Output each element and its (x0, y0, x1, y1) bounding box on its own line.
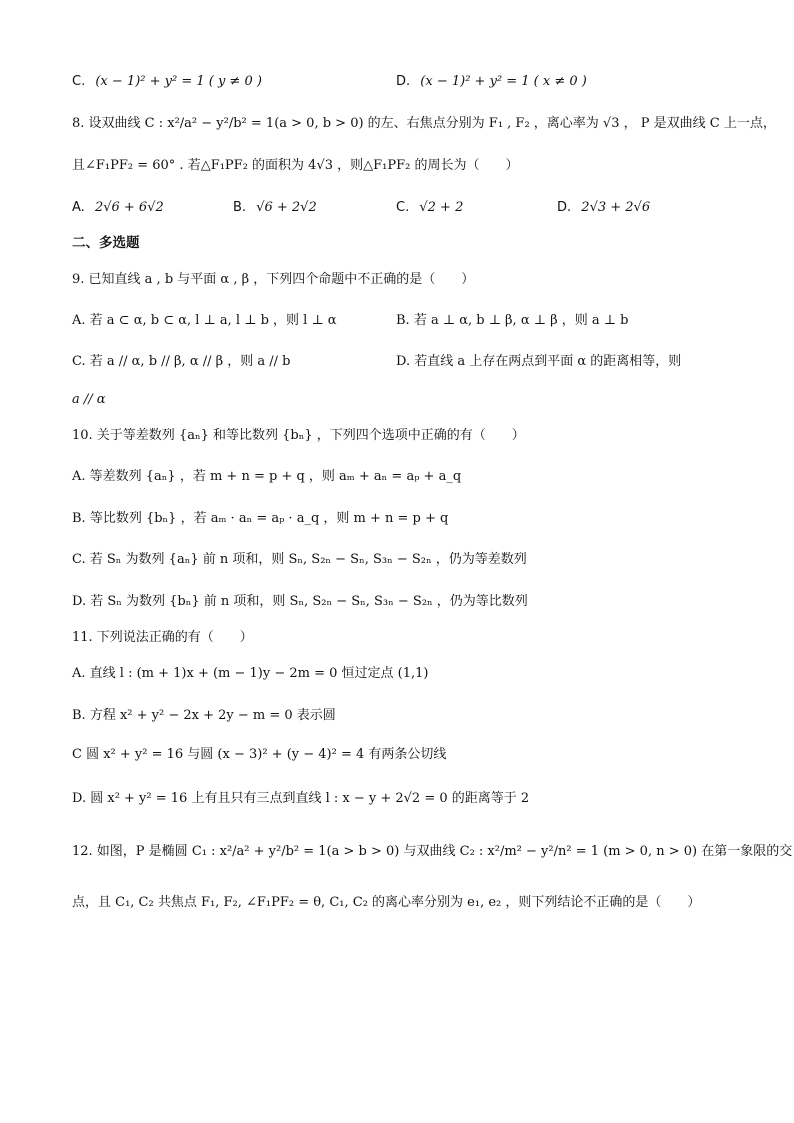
q8-option-b-text: √6 + 2√2 (256, 200, 317, 215)
q7-option-d-text: (x − 1)² + y² = 1 ( x ≠ 0 ) (420, 74, 587, 89)
q8-option-d (557, 198, 650, 218)
q7-option-c-text: (x − 1)² + y² = 1 ( y ≠ 0 ) (95, 74, 262, 89)
q10-option-b: B. 等比数列 {bₙ} ，若 aₘ · aₙ = aₚ · a_q ，则 m + n = p + q (72, 511, 449, 526)
q8-option-a-label: A. (72, 200, 85, 215)
q10-option-a: A. 等差数列 {aₙ} ，若 m + n = p + q ，则 aₘ + aₙ = aₚ + a_q (72, 469, 462, 484)
section-heading-multiple-choice: 二、多选题 (72, 235, 140, 251)
q9-option-c: C. 若 a // α, b // β, α // β ，则 a // b (72, 354, 291, 369)
q9-stem: 9. 已知直线 a , b 与平面 α , β ，下列四个命题中不正确的是（ ） (72, 272, 475, 287)
q8-stem-line1: 8. 设双曲线 C : x²/a² − y²/b² = 1(a > 0, b > 0) 的左、右焦点分别为 F₁ , F₂ ，离心率为 √3 ， P 是双曲线 C 上一点， (72, 116, 776, 131)
q11-option-c: C 圆 x² + y² = 16 与圆 (x − 3)² + (y − 4)² = 4 有两条公切线 (72, 747, 447, 762)
q9-option-d: D. 若直线 a 上存在两点到平面 α 的距离相等，则 (396, 354, 682, 369)
q9-option-d-continued: a // α (72, 392, 106, 407)
q7-option-c-label: C. (72, 74, 86, 89)
q10-stem: 10. 关于等差数列 {aₙ} 和等比数列 {bₙ} ，下列四个选项中正确的有（ ） (72, 428, 525, 443)
q9-option-b: B. 若 a ⊥ α, b ⊥ β, α ⊥ β ，则 a ⊥ b (396, 313, 629, 328)
q9-option-a: A. 若 a ⊂ α, b ⊂ α, l ⊥ a, l ⊥ b ，则 l ⊥ α (72, 313, 337, 328)
q7-option-d-label: D. (396, 74, 411, 89)
q8-stem-line2: 且∠F₁PF₂ = 60° . 若△F₁PF₂ 的面积为 4√3 ，则△F₁PF₂ 的周长为（ ） (72, 158, 519, 173)
q8-option-a-text: 2√6 + 6√2 (94, 200, 164, 215)
q7-option-c (72, 72, 262, 92)
q8-option-d-text: 2√3 + 2√6 (581, 200, 651, 215)
q10-option-d: D. 若 Sₙ 为数列 {bₙ} 前 n 项和，则 Sₙ, S₂ₙ − Sₙ, S₃ₙ − S₂ₙ ，仍为等比数列 (72, 594, 528, 609)
q12-stem-line2: 点，且 C₁, C₂ 共焦点 F₁, F₂, ∠F₁PF₂ = θ, C₁, C₂ 的离心率分别为 e₁, e₂ ，则下列结论不正确的是（ ） (72, 895, 701, 910)
q11-option-d: D. 圆 x² + y² = 16 上有且只有三点到直线 l : x − y + 2√2 = 0 的距离等于 2 (72, 791, 530, 806)
q8-option-d-label: D. (557, 200, 572, 215)
q10-option-c: C. 若 Sₙ 为数列 {aₙ} 前 n 项和，则 Sₙ, S₂ₙ − Sₙ, S₃ₙ − S₂ₙ ，仍为等差数列 (72, 552, 527, 567)
q11-option-a: A. 直线 l : (m + 1)x + (m − 1)y − 2m = 0 恒过定点 (1,1) (72, 666, 429, 681)
q11-stem: 11. 下列说法正确的有（ ） (72, 630, 253, 645)
q8-option-c-label: C. (396, 200, 410, 215)
q11-option-b: B. 方程 x² + y² − 2x + 2y − m = 0 表示圆 (72, 708, 336, 723)
q8-option-b (233, 198, 317, 218)
q7-option-d (396, 72, 587, 92)
q12-stem-line1: 12. 如图，P 是椭圆 C₁ : x²/a² + y²/b² = 1(a > b > 0) 与双曲线 C₂ : x²/m² − y²/n² = 1 (m > 0, n > 0) 在第一象限的交 (72, 844, 793, 859)
q8-option-b-label: B. (233, 200, 247, 215)
q8-option-c-text: √2 + 2 (419, 200, 464, 215)
q8-option-a (72, 198, 164, 218)
q8-option-c (396, 198, 463, 218)
